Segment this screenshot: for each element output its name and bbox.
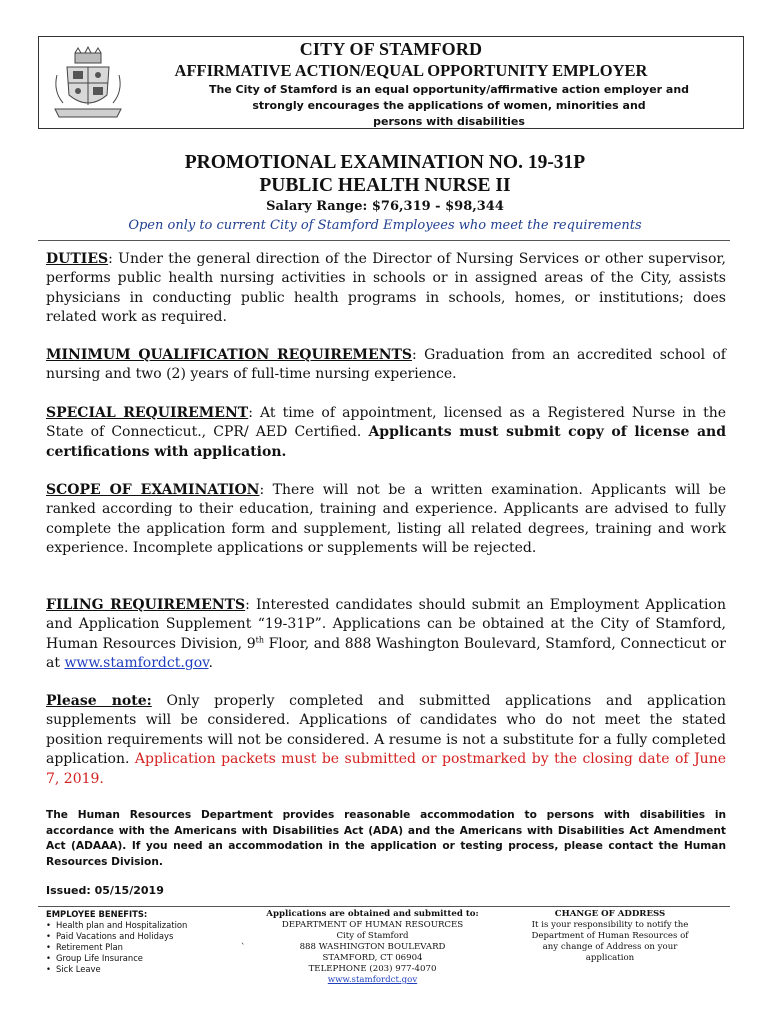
scope-text: : There will not be a written examination. Applicants will be ranked according to their education, training and experience. Applicants are advised to fully complete the application form and supplement, listing all related degrees, training and work experience. Incomplete applications or supplements will be rejected. [46, 482, 726, 557]
change-address-column [520, 909, 700, 964]
special-requirement-text: : At time of appointment, licensed as a Registered Nurse in the State of Connecticut., CPR/ AED Certified. [46, 405, 727, 441]
note-section [46, 692, 726, 789]
list-item [46, 942, 246, 953]
change-address-title: CHANGE OF ADDRESS [554, 909, 666, 919]
special-requirement-bold: Applicants must submit copy of license and certifications with application. [46, 424, 726, 460]
filing-label: FILING REQUIREMENTS [46, 597, 246, 613]
duties-label: DUTIES [46, 251, 109, 267]
benefits-title: EMPLOYEE BENEFITS: [46, 909, 148, 919]
address-line: DEPARTMENT OF HUMAN RESOURCES [281, 920, 464, 930]
ada-statement: The Human Resources Department provides reasonable accommodation to persons with disabilities in accordance with the Americans with Disabilities Act (ADA) and the Americans with Disabilities Act Amendment Act (ADAAA). If you need an accommodation in the application or testing process, please contact the Human Resources Division. [46, 809, 726, 868]
note-label: Please note: [46, 693, 152, 709]
list-item: • Health plan and Hospitalization [46, 920, 246, 931]
divider [38, 240, 730, 241]
duties-text: : Under the general direction of the Director of Nursing Services or other supervisor, performs public health nursing activities in schools or in assigned areas of the City, assists physicians in conducting public health programs in schools, homes, or institutions; does related work as required. [46, 251, 726, 326]
stray-mark: ` [240, 942, 246, 952]
scope-label: SCOPE OF EXAMINATION [46, 482, 260, 498]
change-address-line: It is your responsibility to notify the [531, 920, 689, 930]
filing-text: : Interested candidates should submit an Employment Application and Application Supplement “19-31P”. Applications can be obtained at the City of Stamford, Human Resources Division, 9 [46, 597, 726, 652]
issued-date: Issued: 05/15/2019 [46, 884, 164, 897]
filing-text-cont: Floor, and 888 Washington Boulevard, Stamford, Connecticut or at [46, 635, 727, 672]
deadline-text: Application packets must be submitted or postmarked by the closing date of June 7, 2019. [46, 751, 726, 787]
eligibility-note: Open only to current City of Stamford Employees who meet the requirements [128, 218, 642, 233]
footer-divider [38, 906, 730, 907]
city-name: CITY OF STAMFORD [299, 39, 483, 59]
list-item-text: Retirement Plan [55, 942, 123, 952]
list-item: • Sick Leave [46, 964, 246, 975]
change-address-line: any change of Address on your [542, 942, 678, 952]
duties-section [46, 250, 726, 328]
address-line: 888 WASHINGTON BOULEVARD [299, 942, 446, 952]
filing-text-end: . [208, 655, 213, 672]
salary-range: Salary Range: $76,319 - $98,344 [266, 199, 504, 214]
address-line: City of Stamford [336, 931, 409, 941]
address-line: STAMFORD, CT 06904 [322, 953, 423, 963]
change-address-line: application [585, 953, 635, 963]
eeo-notice-line: persons with disabilities [373, 115, 525, 128]
address-line: TELEPHONE (203) 977-4070 [308, 964, 437, 974]
applications-title: Applications are obtained and submitted to: [266, 909, 479, 919]
floor-superscript: th [255, 635, 264, 645]
eeo-notice [189, 82, 709, 130]
footer-website-link[interactable]: www.stamfordct.gov [327, 975, 418, 985]
change-address-line: Department of Human Resources of [531, 931, 689, 941]
position-title: PUBLIC HEALTH NURSE II [259, 175, 511, 196]
special-requirement-label: SPECIAL REQUIREMENT [46, 405, 249, 421]
benefits-column [46, 909, 246, 975]
exam-title: PROMOTIONAL EXAMINATION NO. 19-31P [184, 152, 586, 173]
special-requirement-section [46, 404, 726, 462]
stamford-website-link[interactable]: www.stamfordct.gov [64, 655, 209, 672]
eeo-notice-line: The City of Stamford is an equal opportunity/affirmative action employer and [208, 83, 690, 96]
list-item: • Paid Vacations and Holidays [46, 931, 246, 942]
note-text: Only properly completed and submitted applications and application supplements will be considered. Applications of candidates who do not meet the stated position requirements will not be considered. A resume is not a substitute for a fully completed application. [46, 693, 726, 768]
scope-section [46, 481, 726, 559]
filing-section [46, 596, 726, 674]
min-qualifications-label: MINIMUM QUALIFICATION REQUIREMENTS [46, 347, 413, 363]
benefits-list [46, 920, 246, 975]
employer-title: AFFIRMATIVE ACTION/EQUAL OPPORTUNITY EMPLOYER [174, 61, 648, 80]
list-item: • Group Life Insurance [46, 953, 246, 964]
applications-column [260, 909, 485, 986]
eeo-notice-line: strongly encourages the applications of women, minorities and [252, 99, 646, 112]
min-qualifications-section [46, 346, 726, 385]
min-qualifications-text: : Graduation from an accredited school of nursing and two (2) years of full-time nursing experience. [46, 347, 726, 383]
header-box [38, 36, 744, 129]
